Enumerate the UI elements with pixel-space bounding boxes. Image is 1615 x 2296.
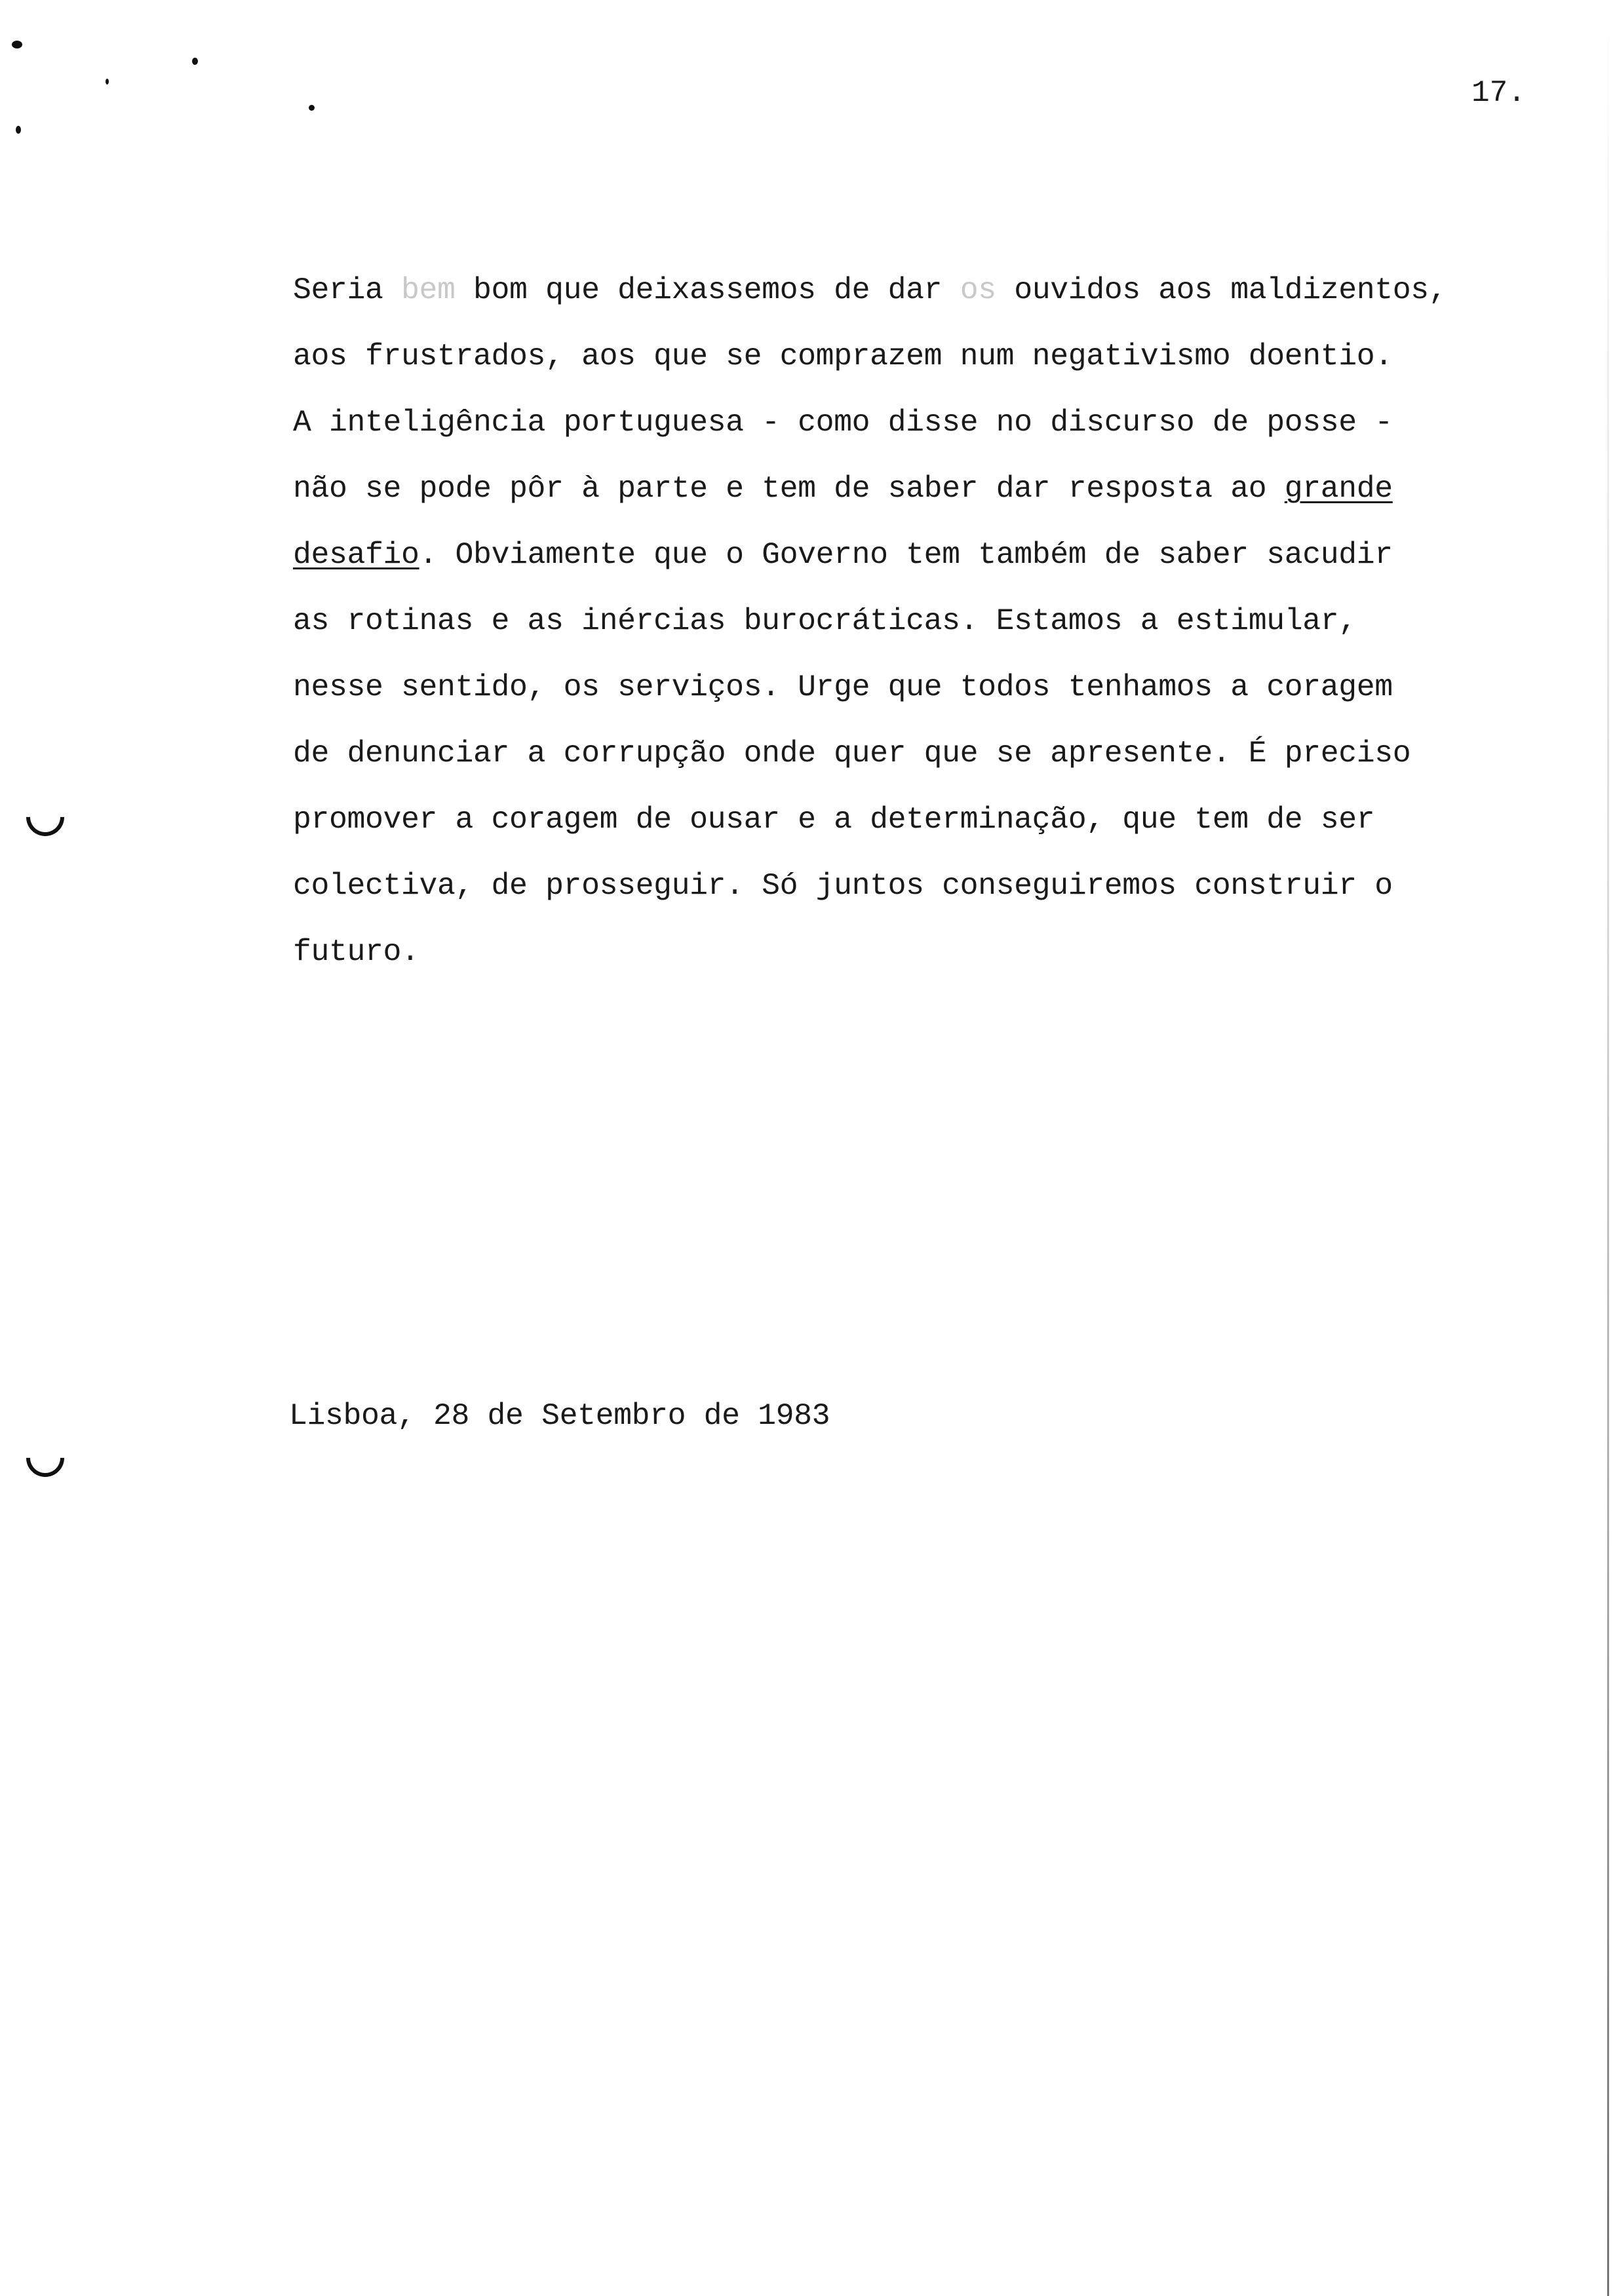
ink-speck [16, 126, 21, 134]
paragraph-line-4: não se pode pôr à parte e tem de saber dar resposta ao grande [293, 471, 1393, 506]
underlined-phrase: desafio [293, 537, 419, 572]
smudged-word: os [960, 273, 996, 307]
ink-speck [106, 79, 109, 85]
punch-hole-mark-top [18, 790, 72, 844]
smudged-word: bem [401, 273, 456, 307]
ink-speck [12, 41, 22, 48]
paragraph-line-1: Seria bem bom que deixassemos de dar os ouvidos aos maldizentos, [293, 273, 1447, 307]
paper-edge-shadow [1607, 0, 1609, 2296]
ink-speck [192, 58, 198, 65]
paragraph-line-6: as rotinas e as inércias burocráticas. Estamos a estimular, [293, 603, 1357, 638]
ink-speck [309, 105, 315, 111]
paragraph-line-5: desafio. Obviamente que o Governo tem também de saber sacudir [293, 537, 1393, 572]
paragraph-line-3: A inteligência portuguesa - como disse no discurso de posse - [293, 405, 1393, 440]
paragraph-line-9: promover a coragem de ousar e a determinação, que tem de ser [293, 802, 1375, 837]
paragraph-line-7: nesse sentido, os serviços. Urge que todos tenhamos a coragem [293, 670, 1393, 704]
paragraph-line-11: futuro. [293, 934, 419, 969]
paragraph-line-8: de denunciar a corrupção onde quer que se apresente. É preciso [293, 736, 1411, 771]
page-number: 17. [1471, 76, 1526, 110]
underlined-phrase: grande [1284, 471, 1393, 506]
punch-hole-mark-bottom [18, 1431, 72, 1485]
body-paragraph [293, 257, 1578, 985]
paragraph-line-2: aos frustrados, aos que se comprazem num negativismo doentio. [293, 339, 1393, 373]
place-and-date: Lisboa, 28 de Setembro de 1983 [289, 1398, 830, 1433]
paragraph-line-10: colectiva, de prosseguir. Só juntos conseguiremos construir o [293, 868, 1393, 903]
